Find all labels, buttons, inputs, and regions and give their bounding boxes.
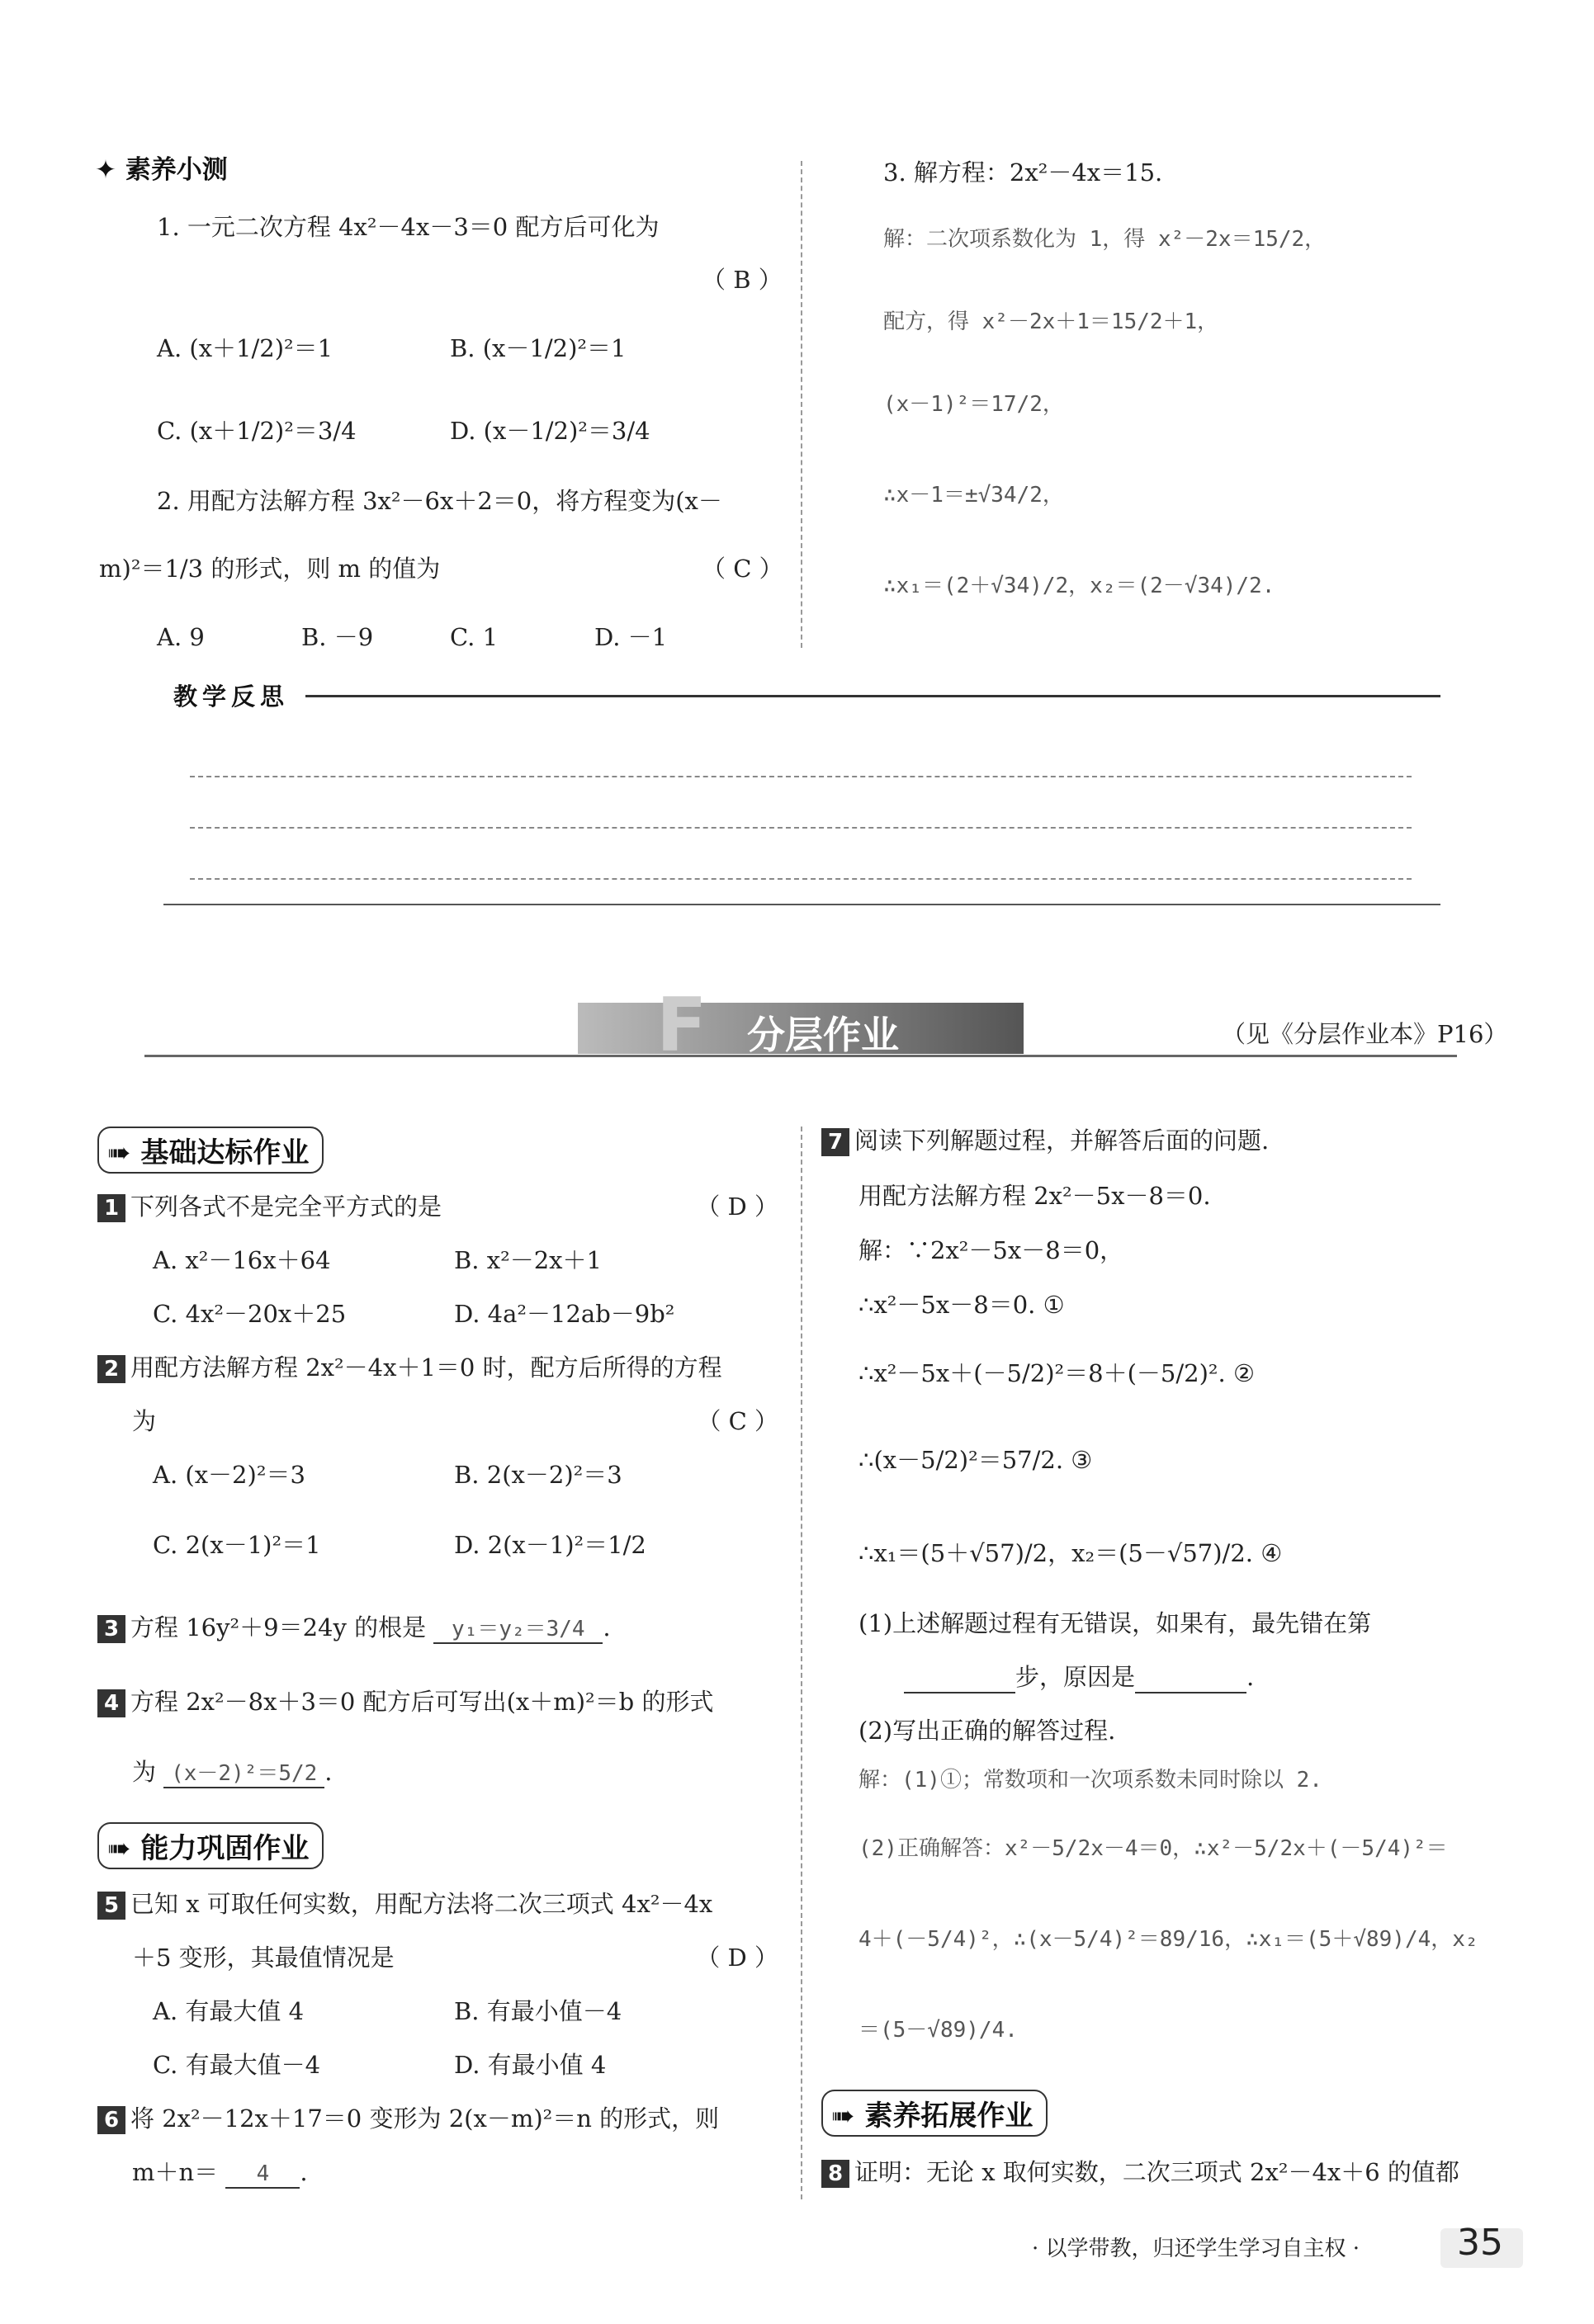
basic-q2-option-c: C. 2(x－1)²＝1: [153, 1531, 321, 1559]
quiz-q1: 1. 一元二次方程 4x²－4x－3＝0 配方后可化为: [157, 213, 660, 241]
quiz-q1-option-a: A. (x＋1/2)²＝1: [157, 334, 333, 362]
banner-f-glyph: F: [656, 982, 707, 1069]
q7-line-4: ∴x²－5x＋(－5/2)²＝8＋(－5/2)². ②: [858, 1359, 1255, 1387]
q7-line-6: ∴x₁＝(5＋√57)/2，x₂＝(5－√57)/2. ④: [858, 1539, 1283, 1567]
quiz-heading: ✦ 素养小测: [95, 155, 228, 185]
arrow-icon: ➠: [831, 2100, 855, 2133]
reflection-line-3: [190, 878, 1412, 880]
page-number: 35: [1457, 2222, 1503, 2264]
quiz-q2-line1: 2. 用配方法解方程 3x²－6x＋2＝0，将方程变为(x－: [157, 487, 722, 515]
quiz-q1-option-d: D. (x－1/2)²＝3/4: [450, 417, 650, 445]
ability-q5-line2: ＋5 变形，其最值情况是 （ D ）: [132, 1944, 778, 1972]
q7-solution-2a: (2)正确解答：x²－5/2x－4＝0，∴x²－5/2x＋(－5/4)²＝: [858, 1836, 1448, 1861]
quiz-q2-option-d: D. －1: [594, 623, 668, 651]
basic-q3: 3 方程 16y²＋9＝24y 的根是 y₁＝y₂＝3/4 .: [97, 1613, 611, 1644]
quiz-q3: 3. 解方程：2x²－4x＝15.: [883, 158, 1163, 187]
basic-q1: 1 下列各式不是完全平方式的是 （ D ）: [97, 1193, 778, 1222]
basic-q4-line1: 4 方程 2x²－8x＋3＝0 配方后可写出(x＋m)²＝b 的形式: [97, 1688, 713, 1717]
reflection-bottom-rule: [163, 904, 1440, 905]
quiz-q3-step4: ∴x－1＝±√34/2，: [883, 483, 1064, 508]
column-divider-lower: [801, 1127, 802, 2199]
quiz-q2-line2: m)²＝1/3 的形式，则 m 的值为: [99, 555, 441, 583]
q7-line-5: ∴(x－5/2)²＝57/2. ③: [858, 1446, 1093, 1474]
ability-q5-option-b: B. 有最小值－4: [454, 1997, 622, 2025]
quiz-q2-answer: （ C ）: [702, 555, 783, 583]
banner-reference: （见《分层作业本》P16）: [1222, 1020, 1508, 1048]
q7-solution-2b: 4＋(－5/4)²，∴(x－5/4)²＝89/16，∴x₁＝(5＋√89)/4，x₂: [858, 1927, 1478, 1952]
quiz-q3-step3: (x－1)²＝17/2，: [883, 392, 1064, 417]
ability-q6-line1: 6 将 2x²－12x＋17＝0 变形为 2(x－m)²＝n 的形式，则: [97, 2104, 719, 2134]
q7-solution-1: 解：(1)①；常数项和一次项系数未同时除以 2.: [858, 1768, 1322, 1793]
q7-sub2: (2)写出正确的解答过程.: [858, 1717, 1116, 1745]
reflection-line-1: [190, 776, 1412, 777]
arrow-icon: ➠: [107, 1136, 131, 1169]
q7-line-3: ∴x²－5x－8＝0. ①: [858, 1291, 1065, 1319]
column-divider: [801, 161, 802, 648]
q7-stem: 7 阅读下列解题过程，并解答后面的问题.: [821, 1127, 1269, 1156]
ability-q5-line1: 5 已知 x 可取任何实数，用配方法将二次三项式 4x²－4x: [97, 1890, 712, 1920]
ability-q5-option-a: A. 有最大值 4: [153, 1997, 305, 2025]
basic-q2-option-d: D. 2(x－1)²＝1/2: [454, 1531, 646, 1559]
basic-q2-option-a: A. (x－2)²＝3: [153, 1461, 305, 1489]
quiz-q1-option-c: C. (x＋1/2)²＝3/4: [157, 417, 357, 445]
ability-q5-option-d: D. 有最小值 4: [454, 2051, 607, 2079]
basic-q2-line2: 为 （ C ）: [132, 1407, 778, 1435]
basic-q4-line2: 为 (x－2)²＝5/2 .: [132, 1758, 332, 1788]
basic-q3-answer: y₁＝y₂＝3/4: [433, 1617, 603, 1644]
extension-heading: ➠ 素养拓展作业: [821, 2090, 1048, 2137]
basic-q1-option-c: C. 4x²－20x＋25: [153, 1300, 347, 1328]
q7-sub1-line2: 步，原因是 .: [904, 1663, 1254, 1693]
reflection-top-rule: [305, 695, 1440, 697]
ability-q5-option-c: C. 有最大值－4: [153, 2051, 321, 2079]
basic-q1-option-a: A. x²－16x＋64: [153, 1246, 331, 1274]
ability-heading: ➠ 能力巩固作业: [97, 1822, 324, 1869]
basic-q2-option-b: B. 2(x－2)²＝3: [454, 1461, 622, 1489]
extension-q8: 8 证明：无论 x 取何实数，二次三项式 2x²－4x＋6 的值都: [821, 2158, 1459, 2188]
ability-q6-line2: m＋n＝ 4 .: [132, 2158, 308, 2189]
banner-title: 分层作业: [747, 1013, 899, 1057]
q7-solution-2c: ＝(5－√89)/4.: [858, 2018, 1018, 2043]
reflection-line-2: [190, 827, 1412, 829]
quiz-q2-option-c: C. 1: [450, 623, 499, 651]
quiz-q3-step1: 解：二次项系数化为 1，得 x²－2x＝15/2，: [883, 227, 1327, 252]
quiz-q1-answer: （ B ）: [702, 266, 783, 294]
basic-q4-answer: (x－2)²＝5/2: [163, 1761, 324, 1788]
quiz-q3-step2: 配方，得 x²－2x＋1＝15/2＋1，: [883, 309, 1219, 334]
basic-q1-option-d: D. 4a²－12ab－9b²: [454, 1300, 675, 1328]
star-icon: ✦: [95, 155, 116, 185]
quiz-q1-option-b: B. (x－1/2)²＝1: [450, 334, 627, 362]
reflection-title: 教学反思: [173, 683, 290, 711]
arrow-icon: ➠: [107, 1832, 131, 1865]
quiz-q2-option-a: A. 9: [157, 623, 205, 651]
q7-line-2: 解：∵2x²－5x－8＝0，: [858, 1236, 1124, 1264]
q7-sub1-line1: (1)上述解题过程有无错误，如果有，最先错在第: [858, 1609, 1372, 1637]
quiz-q3-step5: ∴x₁＝(2＋√34)/2，x₂＝(2－√34)/2.: [883, 574, 1275, 598]
basic-q1-option-b: B. x²－2x＋1: [454, 1246, 602, 1274]
quiz-q2-option-b: B. －9: [301, 623, 374, 651]
basic-q2-line1: 2 用配方法解方程 2x²－4x＋1＝0 时，配方后所得的方程: [97, 1353, 722, 1383]
ability-q6-answer: 4: [225, 2161, 300, 2189]
footer-motto: · 以学带教，归还学生学习自主权 ·: [1032, 2237, 1360, 2261]
basic-heading: ➠ 基础达标作业: [97, 1127, 324, 1174]
q7-line-1: 用配方法解方程 2x²－5x－8＝0.: [858, 1182, 1211, 1210]
